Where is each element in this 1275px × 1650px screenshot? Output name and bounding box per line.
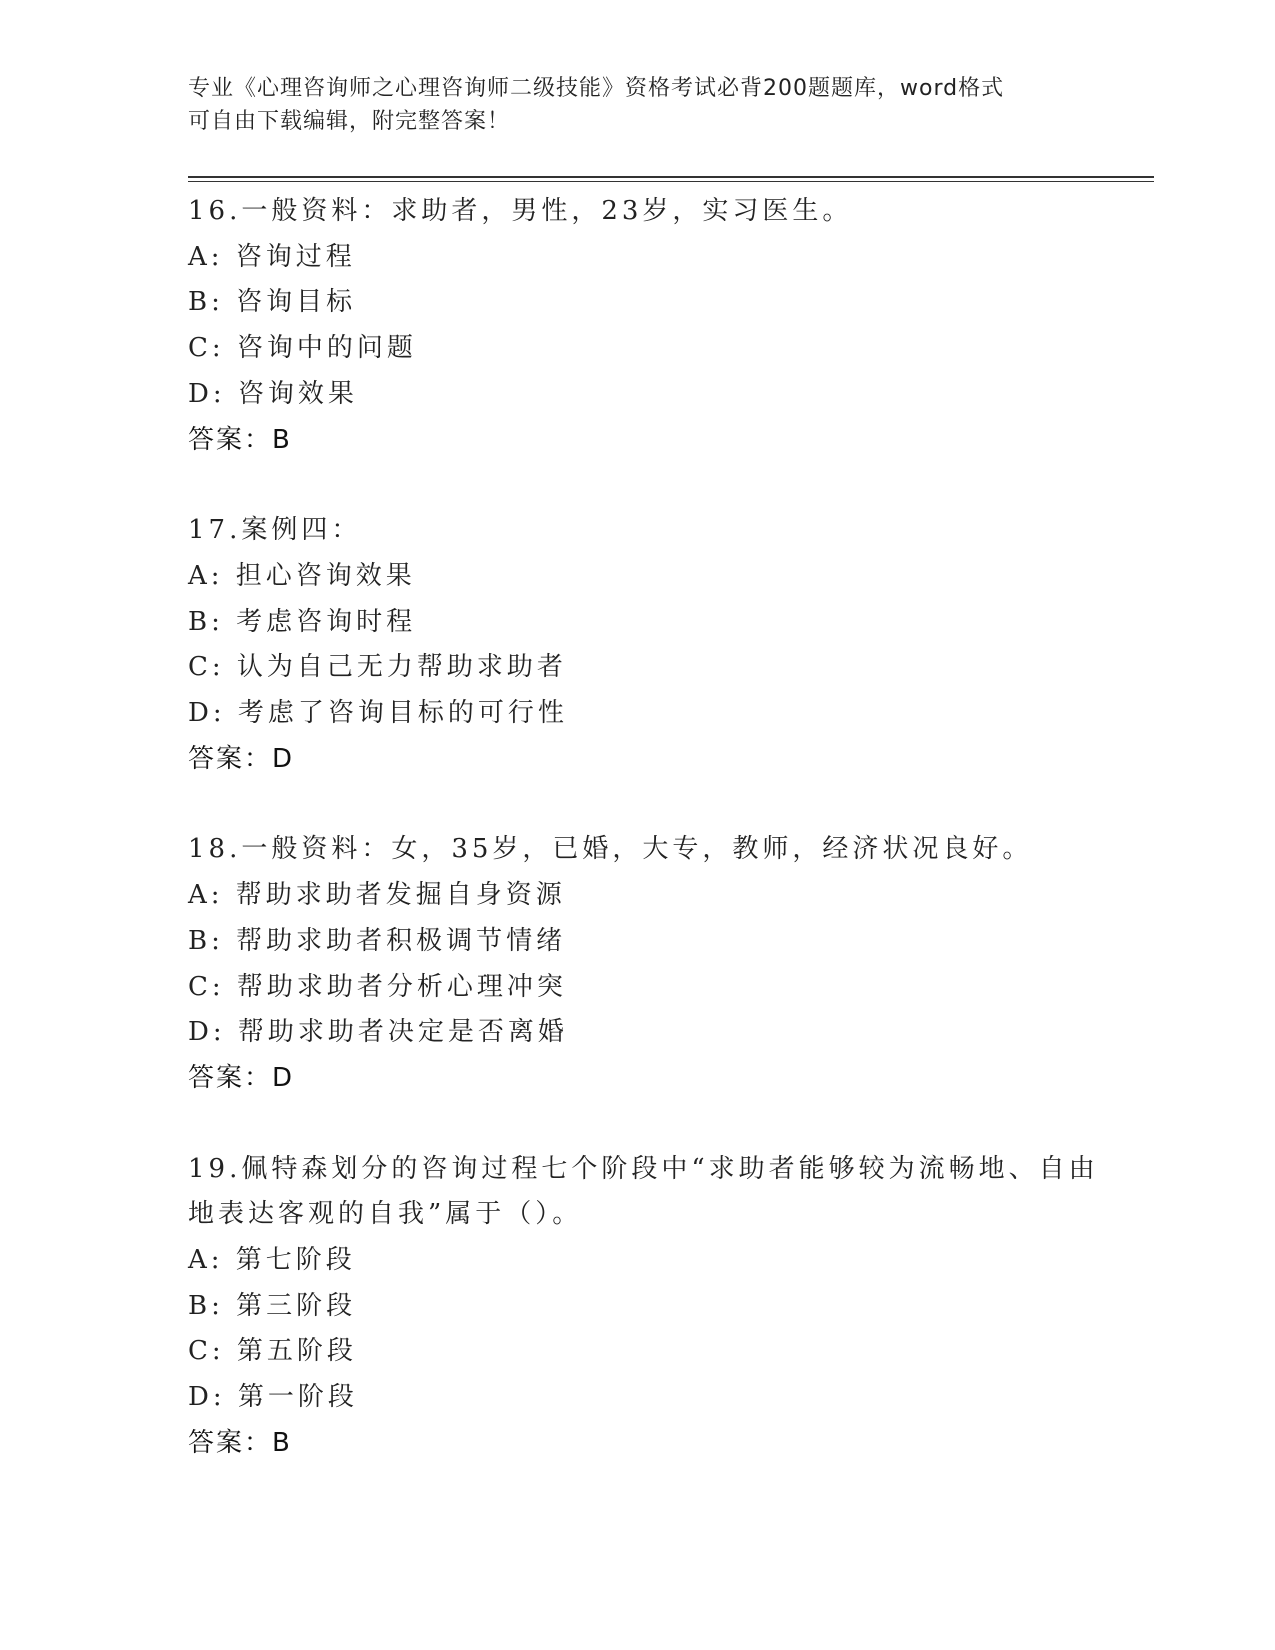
option-a: A: 担心咨询效果 (188, 560, 416, 591)
question-stem-line-2: 地表达客观的自我”属于（）。 (188, 1199, 583, 1230)
option-c: C: 咨询中的问题 (188, 333, 417, 364)
option-b: B: 咨询目标 (188, 287, 357, 318)
option-d: D: 帮助求助者决定是否离婚 (188, 1017, 568, 1048)
question-16 (188, 189, 1088, 463)
question-list (188, 189, 1099, 1512)
option-a: A: 咨询过程 (188, 241, 356, 272)
option-d: D: 考虑了咨询目标的可行性 (188, 698, 568, 729)
option-d: D: 第一阶段 (188, 1382, 358, 1413)
document-header (188, 72, 1088, 138)
answer-label: 答案：D (188, 743, 295, 774)
option-c: C: 第五阶段 (188, 1336, 357, 1367)
option-b: B: 帮助求助者积极调节情绪 (188, 925, 567, 956)
question-stem: 18.一般资料：女，35岁，已婚，大专，教师，经济状况良好。 (188, 834, 1033, 865)
question-19 (188, 1147, 1099, 1467)
option-a: A: 帮助求助者发掘自身资源 (188, 880, 566, 911)
header-line-1: 专业《心理咨询师之心理咨询师二级技能》资格考试必背200题题库，word格式 (188, 76, 1005, 101)
option-c: C: 帮助求助者分析心理冲突 (188, 971, 567, 1002)
question-17 (188, 508, 1088, 782)
question-stem-line-1: 19.佩特森划分的咨询过程七个阶段中“求助者能够较为流畅地、自由 (188, 1153, 1099, 1184)
question-stem: 16.一般资料：求助者，男性，23岁，实习医生。 (188, 196, 853, 226)
question-stem: 17.案例四： (188, 515, 362, 546)
header-divider-thick (188, 176, 1154, 178)
option-b: B: 考虑咨询时程 (188, 606, 417, 637)
answer-label: 答案：B (188, 424, 292, 455)
option-a: A: 第七阶段 (188, 1245, 356, 1276)
answer-label: 答案：B (188, 1427, 292, 1458)
question-18 (188, 827, 1088, 1101)
option-b: B: 第三阶段 (188, 1290, 357, 1321)
option-c: C: 认为自己无力帮助求助者 (188, 652, 567, 683)
answer-label: 答案：D (188, 1062, 295, 1093)
header-divider-thin (188, 181, 1154, 182)
option-d: D: 咨询效果 (188, 378, 358, 409)
header-line-2: 可自由下载编辑，附完整答案！ (188, 109, 511, 134)
